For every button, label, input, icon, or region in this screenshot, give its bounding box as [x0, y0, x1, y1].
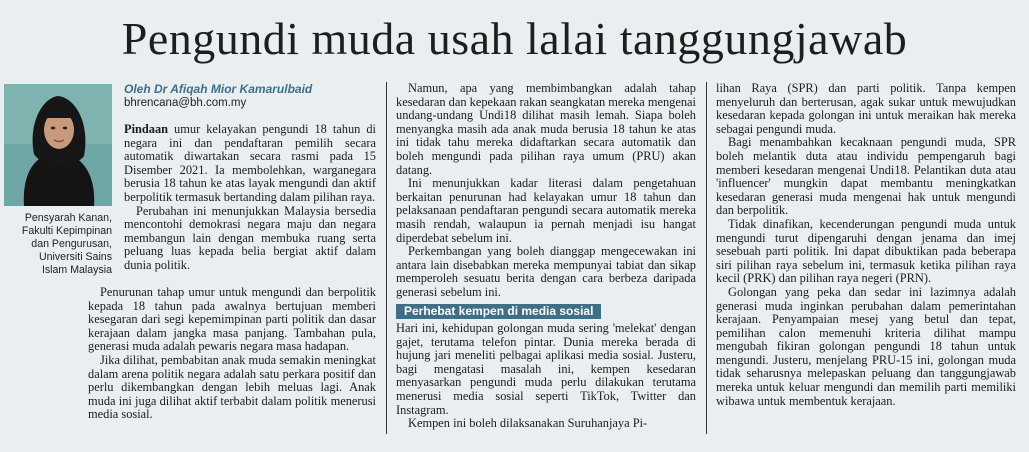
paragraph: [124, 123, 376, 205]
column-divider: [706, 82, 707, 434]
paragraph: Bagi menambahkan kecaknaan pengundi muda, SPR boleh melantik duta atau individu pempengaruh bagi memberi kesedaran mengenai Undi18. Pelantikan duta atau 'influencer' mungkin dapat membantu meningkatkan kesedaran generasi muda mengenai hak untuk mengundi dan berpolitik.: [716, 135, 1016, 218]
author-email: bhrencana@bh.com.my: [124, 97, 247, 109]
paragraph: Namun, apa yang membimbangkan adalah tahap kesedaran dan kepekaan rakan seangkatan mereka mengenai undang-undang Undi18 dilihat masih lemah. Siapa boleh menyangka masih ada anak muda berusia 18 tahun ke atas ini tidak tahu mereka didaftarkan secara automatik dan boleh mengundi pada pilihan raya umum (PRU) akan datang.: [396, 81, 696, 177]
subheading: Perhebat kempen di media sosial: [396, 304, 601, 320]
column-3: [716, 82, 1016, 408]
paragraph: Hari ini, kehidupan golongan muda sering 'melekat' dengan gajet, terutama telefon pintar. Dunia mereka berada di hujung jari meneliti pelbagai aplikasi media sosial. Justeru, bagi mengatasi masalah ini, kempen kesedaran menyasarkan pengundi muda perlu dilakukan terutama menerusi media sosial seperti TikTok, Twitter dan Instagram.: [396, 321, 696, 417]
column-1-top: [124, 123, 376, 273]
column-2: [396, 82, 696, 431]
paragraph: Jika dilihat, pembabitan anak muda semakin meningkat dalam arena politik negara adalah satu perkara positif dan perlu dikembangkan dengan lebih meluas lagi. Anak muda ini juga dilihat aktif terbabit dalam politik menerusi media sosial.: [88, 352, 376, 422]
caption-line: dan Pengurusan,: [31, 238, 112, 250]
column-divider: [386, 82, 387, 434]
headline: Pengundi muda usah lalai tanggungjawab: [121, 13, 908, 64]
paragraph: Tidak dinafikan, kecenderungan pengundi muda untuk mengundi turut dipengaruhi dengan jenama dan imej sesebuah parti politik. Ini dapat dibuktikan pada beberapa siri pilihan raya sebelum ini, termasuk ketika pilihan raya kecil (PRK) dan pilihan raya negeri (PRN).: [716, 216, 1016, 286]
caption-line: Islam Malaysia: [41, 264, 112, 276]
byline: Oleh Dr Afiqah Mior Kamarulbaid: [124, 82, 313, 96]
caption-line: Universiti Sains: [38, 251, 112, 263]
author-photo: [4, 84, 112, 206]
paragraph: Ini menunjukkan kadar literasi dalam pengetahuan berkaitan penurunan had kelayakan umur 18 tahun dan pelaksanaan pendaftaran pengundi secara automatik mereka masih rendah, walaupun ia pernah menjadi isu hangat diperdebat sebelum ini.: [396, 176, 696, 245]
paragraph: Perkembangan yang boleh dianggap mengecewakan ini antara lain disebabkan mereka mempunyai tabiat dan sikap memperoleh sesuatu berita dengan cara berbeza daripada generasi sebelum ini.: [396, 244, 696, 299]
paragraph: lihan Raya (SPR) dan parti politik. Tanpa kempen menyeluruh dan berterusan, agak sukar untuk mewujudkan kesedaran kepada golongan ini untuk meraikan hak mereka sebagai pengundi muda.: [716, 81, 1016, 136]
caption-line: Pensyarah Kanan,: [24, 212, 112, 224]
paragraph: Golongan yang peka dan sedar ini lazimnya adalah generasi muda inginkan perubahan dalam pemerintahan kerajaan. Penyampaian mesej yang betul dan tepat, pemilihan calon memenuhi kriteria dilihat mampu mengubah fikiran golongan pengundi 18 tahun untuk mengundi. Justeru, menjelang PRU-15 ini, golongan muda tidak seharusnya melepaskan peluang dan tanggungjawab mereka untuk keluar mengundi dan memilih parti memiliki wibawa untuk membentuk kerajaan.: [716, 284, 1016, 408]
column-1-bottom: [88, 286, 376, 422]
paragraph-text: umur kelayakan pengundi 18 tahun di negara ini dan pendaftaran pemilih secara automatik diwartakan secara rasmi pada 15 Disember 2021. Ia membolehkan, warganegara berusia 18 tahun ke atas layak mengundi dan aktif berpolitik termasuk bertanding dalam pilihan raya.: [124, 122, 376, 204]
paragraph: Penurunan tahap umur untuk mengundi dan berpolitik kepada 18 tahun pada awalnya bertujuan memberi kesegaran dari segi kepemimpinan parti politik dan dasar kerajaan dalam jangka masa panjang. Tambahan pula, generasi muda adalah pewaris negara masa hadapan.: [88, 285, 376, 354]
lead-word: Pindaan: [124, 122, 169, 136]
paragraph: Perubahan ini menunjukkan Malaysia bersedia mencontohi demokrasi negara maju dan negara membangun lain dengan membuka ruang serta peluang luas kepada belia bergiat aktif dalam dunia politik.: [124, 203, 376, 272]
caption-line: Fakulti Kepimpinan: [21, 225, 112, 237]
author-caption: [4, 212, 112, 277]
paragraph: Kempen ini boleh dilaksanakan Suruhanjaya Pi-: [408, 416, 648, 431]
